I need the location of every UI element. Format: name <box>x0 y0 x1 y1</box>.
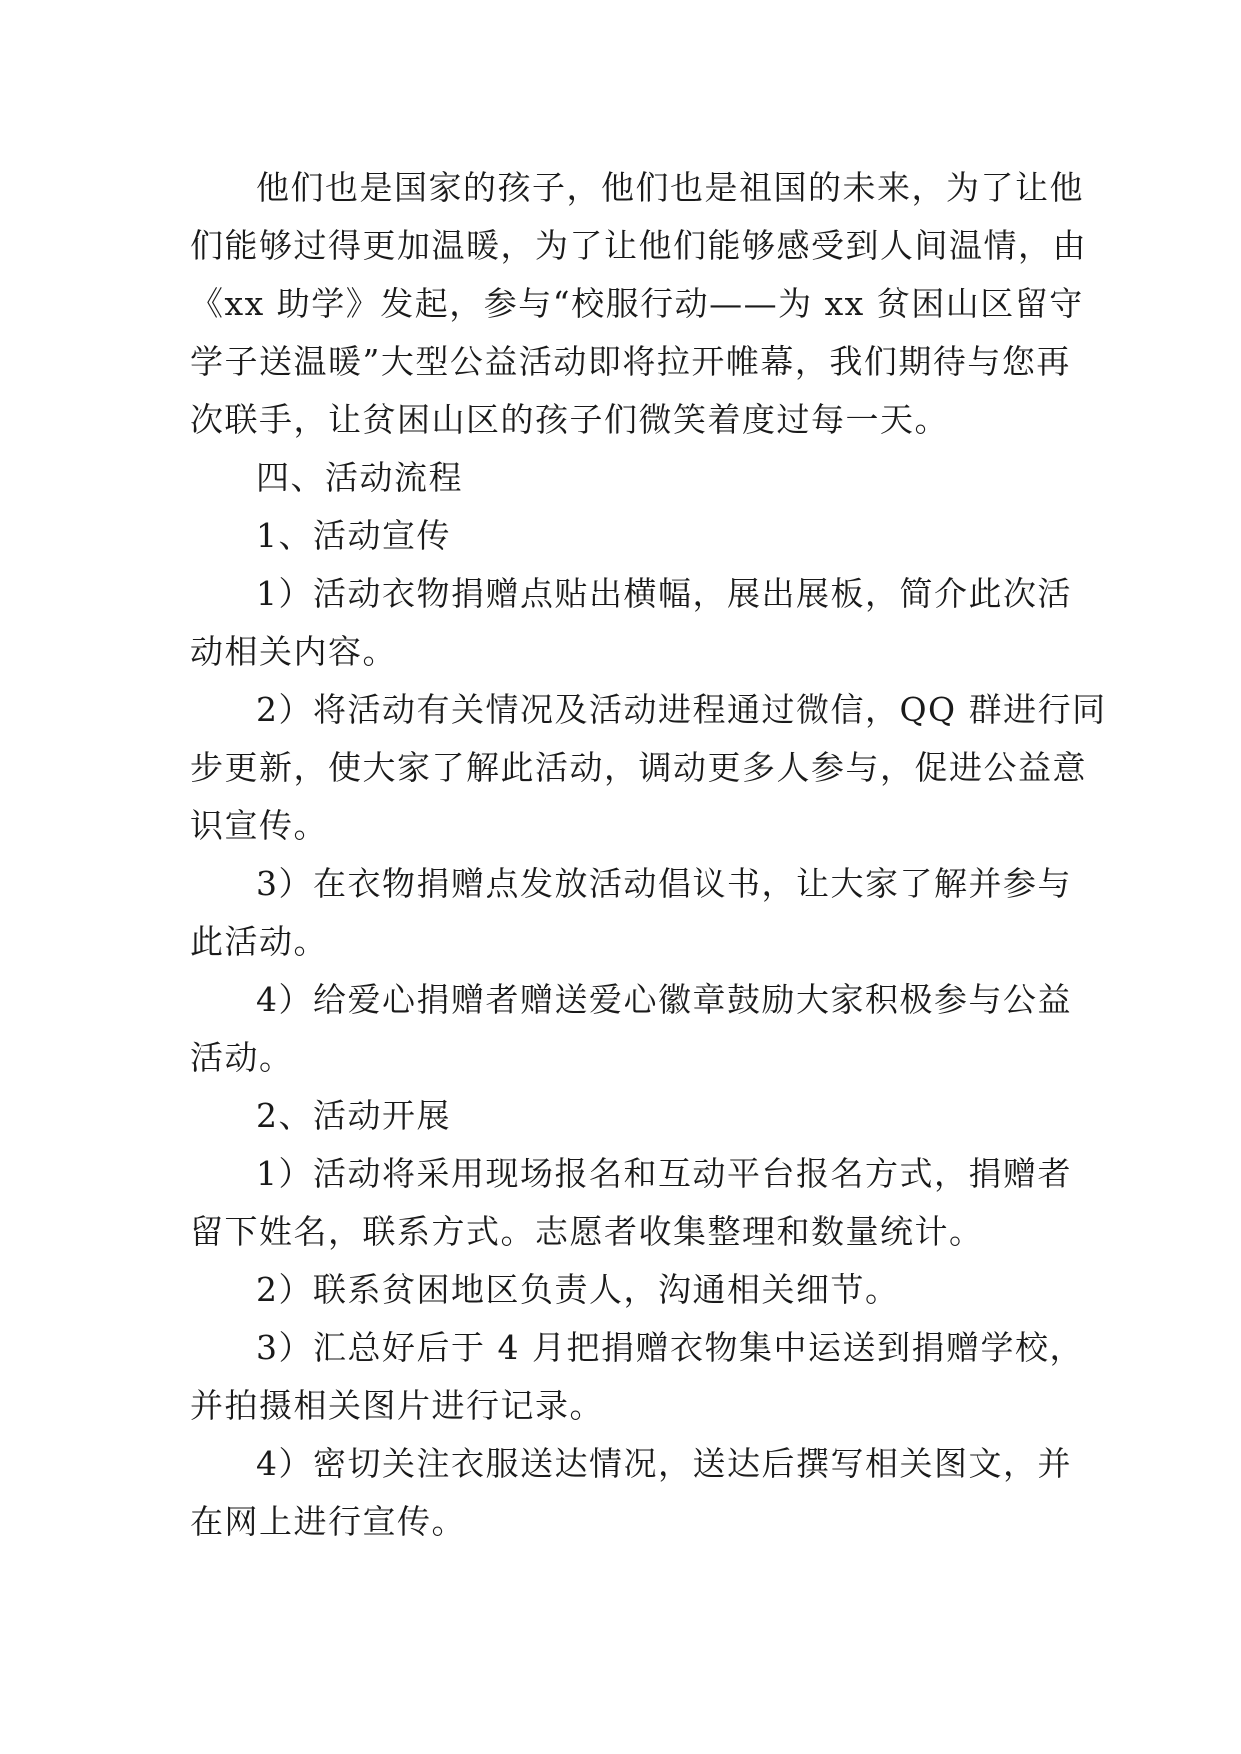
text-line: 《xx 助学》发起，参与“校服行动——为 xx 贫困山区留守 <box>190 284 1084 323</box>
text-line: 他们也是国家的孩子，他们也是祖国的未来，为了让他 <box>256 168 1084 207</box>
text-line: 次联手，让贫困山区的孩子们微笑着度过每一天。 <box>190 400 949 439</box>
text-line: 动相关内容。 <box>190 632 397 671</box>
subsection-heading: 2、活动开展 <box>256 1096 451 1135</box>
text-line: 活动。 <box>190 1038 294 1077</box>
text-line: 3）在衣物捐赠点发放活动倡议书，让大家了解并参与 <box>256 864 1072 903</box>
section-heading: 四、活动流程 <box>256 458 463 497</box>
text-line: 2）联系贫困地区负责人，沟通相关细节。 <box>256 1270 900 1309</box>
subsection-heading: 1、活动宣传 <box>256 516 451 555</box>
text-line: 3）汇总好后于 4 月把捐赠衣物集中运送到捐赠学校， <box>256 1328 1084 1367</box>
text-line: 步更新，使大家了解此活动，调动更多人参与，促进公益意 <box>190 748 1087 787</box>
text-line: 学子送温暖”大型公益活动即将拉开帷幕，我们期待与您再 <box>190 342 1071 381</box>
text-line: 此活动。 <box>190 922 328 961</box>
text-line: 4）密切关注衣服送达情况，送达后撰写相关图文，并 <box>256 1444 1072 1483</box>
text-line: 在网上进行宣传。 <box>190 1502 466 1541</box>
text-line: 并拍摄相关图片进行记录。 <box>190 1386 604 1425</box>
text-line: 2）将活动有关情况及活动进程通过微信，QQ 群进行同 <box>256 690 1107 729</box>
text-line: 们能够过得更加温暖，为了让他们能够感受到人间温情，由 <box>190 226 1087 265</box>
text-line: 识宣传。 <box>190 806 328 845</box>
text-line: 1）活动衣物捐赠点贴出横幅，展出展板，简介此次活 <box>256 574 1072 613</box>
text-line: 1）活动将采用现场报名和互动平台报名方式，捐赠者 <box>256 1154 1072 1193</box>
text-line: 留下姓名，联系方式。志愿者收集整理和数量统计。 <box>190 1212 984 1251</box>
text-line: 4）给爱心捐赠者赠送爱心徽章鼓励大家积极参与公益 <box>256 980 1072 1019</box>
